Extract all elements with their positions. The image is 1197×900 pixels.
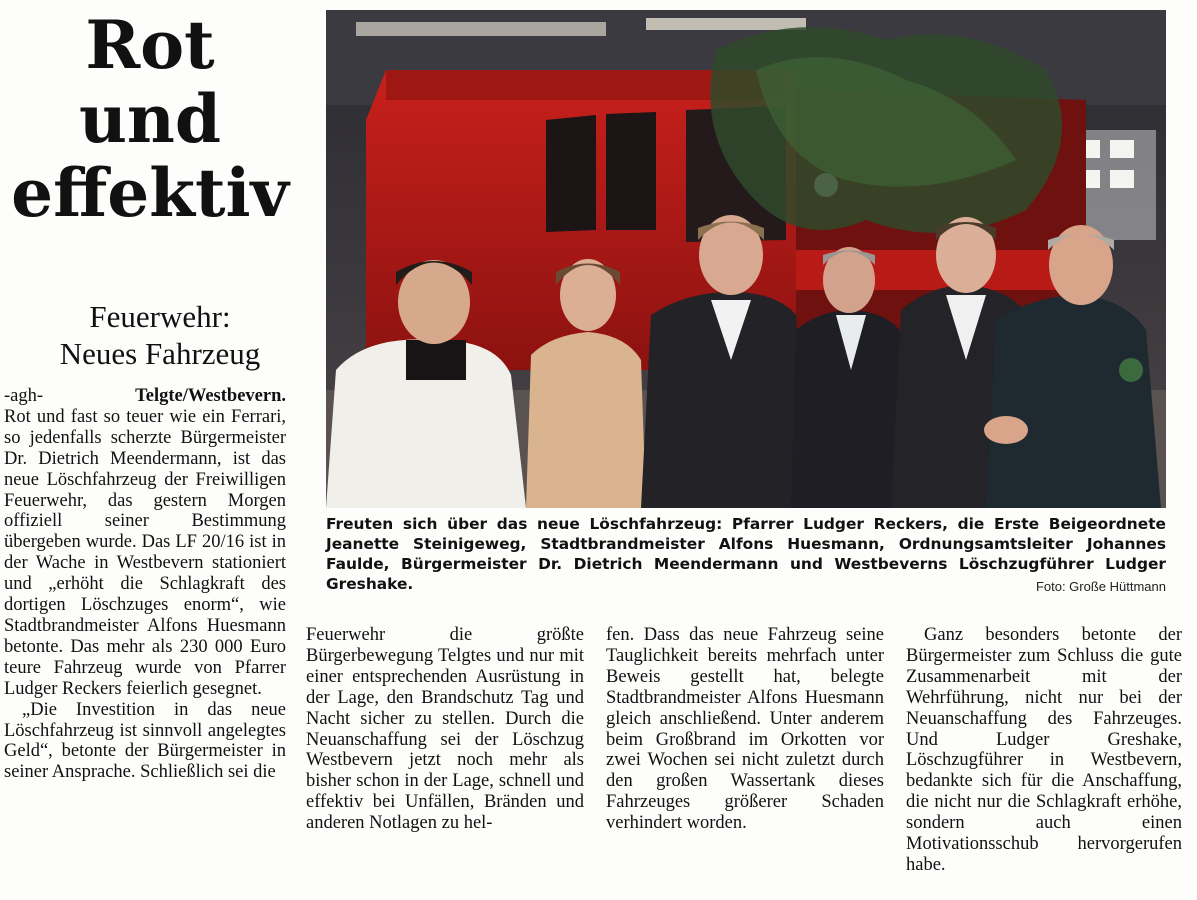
photo-caption: Freuten sich über das neue Löschfahrzeug: Pfarrer Ludger Reckers, die Erste Beigeordnete Jeanette Steinigeweg, Stadtbrandmeister Alfons Huesmann, Ordnungsamtsleiter Johannes Faulde, Bürgermeister Dr. Dietrich Meendermann und Westbeverns Löschzugführer Ludger Greshake. xyxy=(326,515,1166,593)
firefighters-photo-illustration xyxy=(326,10,1166,508)
article-column-2 xyxy=(306,625,584,834)
paragraph: Rot und fast so teuer wie ein Ferrari, so jedenfalls scherzte Bürgermeister Dr. Dietrich Meendermann, ist das neue Löschfahrzeug der Freiwilligen Feuerwehr, das gestern Morgen offiziell seiner Bestimmung übergeben wurde. Das LF 20/16 ist in der Wache in Westbevern stationiert und „erhöht die Schlagkraft des dortigen Löschzuges enorm“, wie Stadtbrandmeister Alfons Huesmann betonte. Das mehr als 230 000 Euro teure Fahrzeug wurde von Pfarrer Ludger Reckers feierlich gesegnet. xyxy=(4,406,286,699)
paragraph: fen. Dass das neue Fahrzeug seine Tauglichkeit bereits mehrfach unter Beweis gestellt hat, belegte Stadtbrandmeister Alfons Huesmann gleich anschließend. Unter anderem beim Großbrand im Orkotten vor zwei Wochen sei nicht zuletzt durch den großen Wassertank dieses Fahrzeuges größerer Schaden verhindert worden. xyxy=(606,625,884,834)
headline-line: und xyxy=(78,80,222,158)
article-photo xyxy=(326,10,1166,508)
headline-line: effektiv xyxy=(11,154,289,232)
subheadline-line: Neues Fahrzeug xyxy=(59,336,261,371)
paragraph: Feuerwehr die größte Bürgerbewegung Telgtes und nur mit einer entsprechenden Ausrüstung in der Lage, den Brandschutz Tag und Nacht sicher zu stellen. Durch die Neuanschaffung sei der Löschzug Westbevern jetzt noch mehr als bisher schon in der Lage, schnell und effektiv bei Unfällen, Bränden und anderen Notlagen zu hel- xyxy=(306,625,584,834)
article-column-1 xyxy=(4,386,286,783)
headline xyxy=(0,8,300,230)
subheadline xyxy=(0,298,320,372)
byline xyxy=(4,386,286,407)
paragraph: Ganz besonders betonte der Bürgermeister zum Schluss die gute Zusammenarbeit mit der Wehrführung, nicht nur bei der Neuanschaffung des Fahrzeuges. Und Ludger Greshake, Löschzugführer in Westbevern, bedankte sich für die Anschaffung, die nicht nur die Schlagkraft erhöhe, sondern auch einen Motivationsschub hervorgerufen habe. xyxy=(906,625,1182,875)
article-column-3 xyxy=(606,625,884,834)
article-column-4 xyxy=(906,625,1182,876)
photo-credit: Foto: Große Hüttmann xyxy=(1035,579,1166,594)
subheadline-line: Feuerwehr: xyxy=(89,299,231,334)
byline-location: Telgte/Westbevern. xyxy=(135,386,286,406)
byline-author: -agh- xyxy=(4,386,44,406)
paragraph: „Die Investition in das neue Löschfahrzeug ist sinnvoll angelegtes Geld“, betonte der Bürgermeister in seiner Ansprache. Schließlich sei die xyxy=(4,699,286,783)
headline-line: Rot xyxy=(85,6,215,84)
